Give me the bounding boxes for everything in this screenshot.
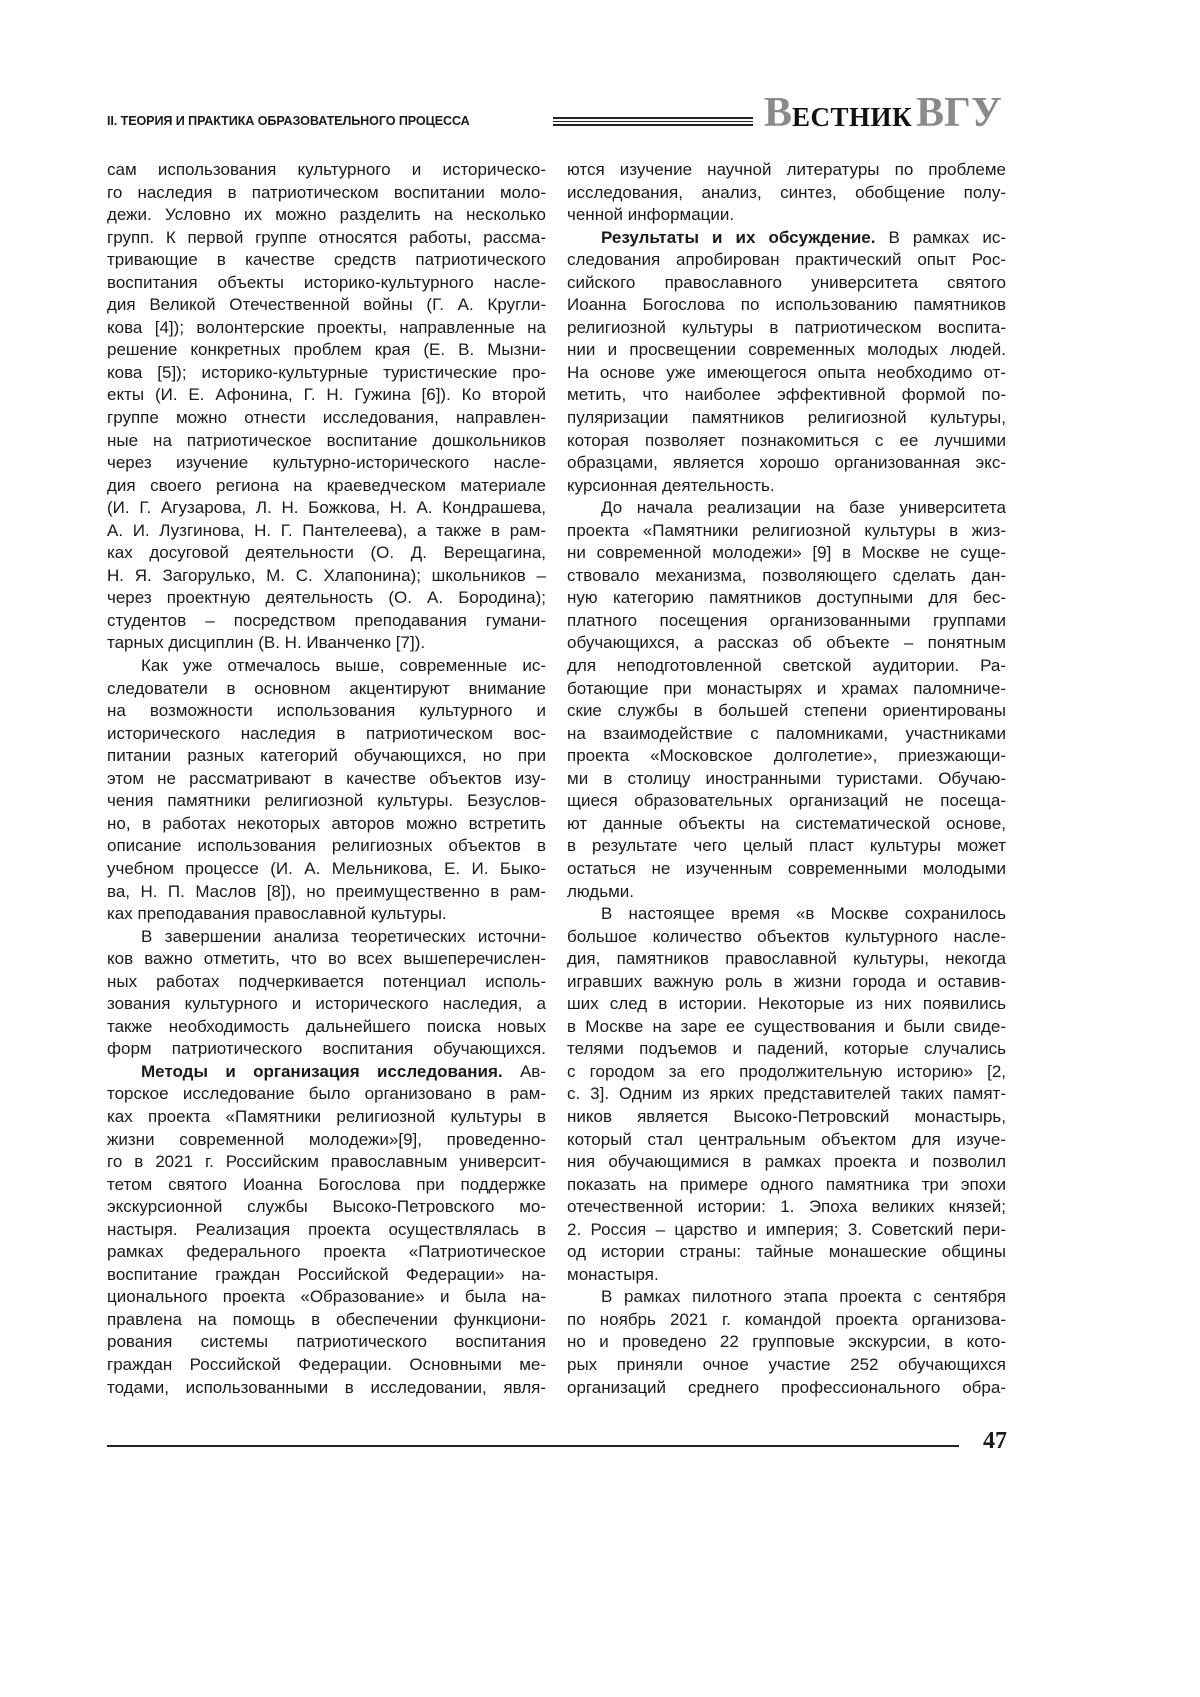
text-line: го наследия в патриотическом воспитании моло- [107, 182, 546, 205]
text-line: групп. К первой группе относятся работы, рассма- [107, 227, 546, 250]
text-line: большое количество объектов культурного насле- [567, 926, 1006, 949]
text-line: Н. Я. Загорулько, М. С. Хлапонина); школьников – [107, 565, 546, 588]
text-line: через изучение культурно-исторического насле- [107, 452, 546, 475]
text-line: для неподготовленной светской аудитории. Ра- [567, 655, 1006, 678]
text-line: показать на примере одного памятника три эпохи [567, 1174, 1006, 1197]
text-line: группе можно отнести исследования, направлен- [107, 407, 546, 430]
text-line: исследования, анализ, синтез, обобщение полу- [567, 182, 1006, 205]
text-line: также необходимость дальнейшего поиска новых [107, 1016, 546, 1039]
text-line: жизни современной молодежи»[9], проведенно- [107, 1129, 546, 1152]
text-line: проекта «Московское долголетие», приезжающи- [567, 745, 1006, 768]
text-line: рамках федерального проекта «Патриотическое [107, 1241, 546, 1264]
text-line: граждан Российской Федерации. Основными ме- [107, 1354, 546, 1377]
text-line: ствовало механизма, позволяющего сделать дан- [567, 565, 1006, 588]
text-line: торское исследование было организовано в рам- [107, 1083, 546, 1106]
text-line: в Москве на заре ее существования и были свиде- [567, 1016, 1006, 1039]
text-line: ках досуговой деятельности (О. Д. Верещагина, [107, 542, 546, 565]
text-line: воспитание граждан Российской Федерации» на- [107, 1264, 546, 1287]
text-line: этом не рассматривают в качестве объектов изу- [107, 768, 546, 791]
text-line: од истории страны: тайные монашеские общины [567, 1241, 1006, 1264]
text-line: ются изучение научной литературы по проблеме [567, 159, 1006, 182]
section-title: II. ТЕОРИЯ И ПРАКТИКА ОБРАЗОВАТЕЛЬНОГО ПРОЦЕССА [107, 114, 470, 128]
text-line: форм патриотического воспитания обучающихся. [107, 1038, 546, 1061]
text-line: дия Великой Отечественной войны (Г. А. Кругли- [107, 294, 546, 317]
text-line: тетом святого Иоанна Богослова при поддержке [107, 1174, 546, 1197]
text-line: по ноябрь 2021 г. командой проекта организова- [567, 1309, 1006, 1332]
text-line: дежи. Условно их можно разделить на несколько [107, 204, 546, 227]
text-line: который стал центральным объектом для изуче- [567, 1129, 1006, 1152]
text-line: ших след в истории. Некоторые из них появились [567, 993, 1006, 1016]
text-line: отечественной истории: 1. Эпоха великих князей; [567, 1196, 1006, 1219]
text-line: ные на патриотическое воспитание дошкольников [107, 430, 546, 453]
page-number: 47 [983, 1428, 1007, 1455]
line-text: Ав- [503, 1062, 546, 1081]
text-line [107, 1061, 546, 1084]
section-heading: Методы и организация исследования. [141, 1062, 503, 1081]
text-line: правлена на помощь в обеспечении функциони- [107, 1309, 546, 1332]
text-line: питании разных категорий обучающихся, но при [107, 745, 546, 768]
line-text: В рамках ис- [875, 228, 1006, 247]
text-line: ках преподавания православной культуры. [107, 903, 546, 926]
text-line: ников является Высоко-Петровский монастырь, [567, 1106, 1006, 1129]
header-rule [553, 117, 753, 126]
text-line: людьми. [567, 881, 1006, 904]
text-line: В рамках пилотного этапа проекта с сентября [567, 1286, 1006, 1309]
text-line: ния обучающимися в рамках проекта и позволил [567, 1151, 1006, 1174]
footer-rule [107, 1445, 959, 1447]
text-line: ков важно отметить, что во всех вышеперечислен- [107, 948, 546, 971]
text-line: учебном процессе (И. А. Мельникова, Е. И. Быко- [107, 858, 546, 881]
text-line: настыря. Реализация проекта осуществлялась в [107, 1219, 546, 1242]
text-line: ченной информации. [567, 204, 1006, 227]
text-line: зования культурного и исторического наследия, а [107, 993, 546, 1016]
text-line: ках проекта «Памятники религиозной культуры в [107, 1106, 546, 1129]
text-line: До начала реализации на базе университета [567, 497, 1006, 520]
text-line [567, 227, 1006, 250]
text-line: следователи в основном акцентируют внимание [107, 678, 546, 701]
text-line: тарных дисциплин (В. Н. Иванченко [7]). [107, 632, 546, 655]
text-line: остаться не изученным современными молодыми [567, 858, 1006, 881]
text-line: с городом за его продолжительную историю» [2, [567, 1061, 1006, 1084]
text-line: ботающие при монастырях и храмах паломниче- [567, 678, 1006, 701]
text-line: ционального проекта «Образование» и была на- [107, 1286, 546, 1309]
text-line: курсионная деятельность. [567, 475, 1006, 498]
text-line: На основе уже имеющегося опыта необходимо от- [567, 362, 1006, 385]
logo-letter: В [764, 90, 792, 136]
text-line: в результате чего целый пласт культуры может [567, 835, 1006, 858]
text-line: на возможности использования культурного и [107, 700, 546, 723]
text-line: тодами, использованными в исследовании, явля- [107, 1377, 546, 1400]
text-line: сийского православного университета святого [567, 272, 1006, 295]
text-line: на взаимодействие с паломниками, участниками [567, 723, 1006, 746]
text-line: ва, Н. П. Маслов [8]), но преимущественно в рам- [107, 881, 546, 904]
text-line: телями подъемов и падений, которые случались [567, 1038, 1006, 1061]
text-line: игравших важную роль в жизни города и оставив- [567, 971, 1006, 994]
text-line: религиозной культуры в патриотическом воспита- [567, 317, 1006, 340]
text-line: ют данные объекты на систематической основе, [567, 813, 1006, 836]
text-line: екты (И. Е. Афонина, Г. Н. Гужина [6]). Ко второй [107, 384, 546, 407]
text-line: В завершении анализа теоретических источни- [107, 926, 546, 949]
right-column [567, 159, 1006, 1399]
text-line: Иоанна Богослова по использованию памятников [567, 294, 1006, 317]
text-line: чения памятники религиозной культуры. Безуслов- [107, 790, 546, 813]
text-line: монастыря. [567, 1264, 1006, 1287]
text-line: сам использования культурного и историческо- [107, 159, 546, 182]
text-line: пуляризации памятников религиозной культуры, [567, 407, 1006, 430]
text-line: 2. Россия – царство и империя; 3. Советский пери- [567, 1219, 1006, 1242]
journal-logo [764, 92, 1002, 134]
text-line: Как уже отмечалось выше, современные ис- [107, 655, 546, 678]
text-line: нии и просвещении современных молодых людей. [567, 339, 1006, 362]
text-line: воспитания объекты историко-культурного насле- [107, 272, 546, 295]
text-line: организаций среднего профессионального обра- [567, 1377, 1006, 1400]
text-line: студентов – посредством преподавания гумани- [107, 610, 546, 633]
text-line: образцами, является хорошо организованная экс- [567, 452, 1006, 475]
text-line: ские службы в большей степени ориентированы [567, 700, 1006, 723]
text-line: ми в столицу иностранными туристами. Обучаю- [567, 768, 1006, 791]
text-line: решение конкретных проблем края (Е. В. Мызни- [107, 339, 546, 362]
text-line: но и проведено 22 групповые экскурсии, в кото- [567, 1331, 1006, 1354]
text-line: рых приняли очное участие 252 обучающихся [567, 1354, 1006, 1377]
text-line: кова [5]); историко-культурные туристические про- [107, 362, 546, 385]
text-line: следования апробирован практический опыт Рос- [567, 249, 1006, 272]
text-line: но, в работах некоторых авторов можно встретить [107, 813, 546, 836]
text-line: тривающие в качестве средств патриотического [107, 249, 546, 272]
text-line: рования системы патриотического воспитания [107, 1331, 546, 1354]
text-line: В настоящее время «в Москве сохранилось [567, 903, 1006, 926]
section-heading: Результаты и их обсуждение. [601, 228, 875, 247]
text-line: через проектную деятельность (О. А. Бородина); [107, 587, 546, 610]
text-line: дия, памятников православной культуры, некогда [567, 948, 1006, 971]
text-line: метить, что наиболее эффективной формой по- [567, 384, 1006, 407]
text-line: кова [4]); волонтерские проекты, направленные на [107, 317, 546, 340]
text-line: проекта «Памятники религиозной культуры в жиз- [567, 520, 1006, 543]
text-line: платного посещения организованными группами [567, 610, 1006, 633]
text-line: обучающихся, а рассказ об объекте – понятным [567, 632, 1006, 655]
text-line: дия своего региона на краеведческом материале [107, 475, 546, 498]
text-line: щиеся образовательных организаций не посеща- [567, 790, 1006, 813]
text-line: ни современной молодежи» [9] в Москве не суще- [567, 542, 1006, 565]
text-line: ных работах подчеркивается потенциал исполь- [107, 971, 546, 994]
text-line: описание использования религиозных объектов в [107, 835, 546, 858]
logo-text: ЕСТНИК [792, 102, 912, 132]
text-line: экскурсионной службы Высоко-Петровского мо- [107, 1196, 546, 1219]
text-line: А. И. Лузгинова, Н. Г. Пантелеева), а также в рам- [107, 520, 546, 543]
logo-abbr: ВГУ [916, 90, 1002, 136]
text-line: исторического наследия в патриотическом вос- [107, 723, 546, 746]
left-column [107, 159, 546, 1399]
text-line: (И. Г. Агузарова, Л. Н. Божкова, Н. А. Кондрашева, [107, 497, 546, 520]
text-line: которая позволяет познакомиться с ее лучшими [567, 430, 1006, 453]
text-line: ную категорию памятников доступными для бес- [567, 587, 1006, 610]
text-line: с. 3]. Одним из ярких представителей таких памят- [567, 1083, 1006, 1106]
text-line: го в 2021 г. Российским православным университ- [107, 1151, 546, 1174]
